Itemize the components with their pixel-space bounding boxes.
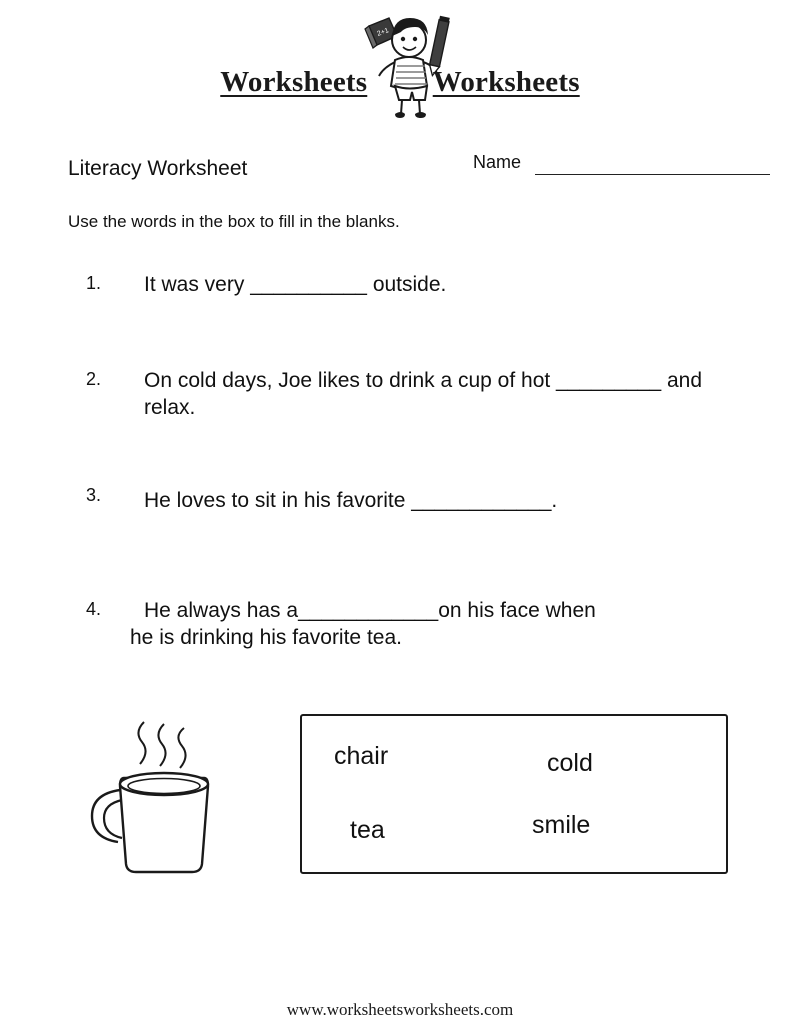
question-number: 2. bbox=[86, 369, 102, 389]
question-number: 1. bbox=[86, 273, 102, 293]
question-text: He loves to sit in his favorite ____________. bbox=[144, 489, 558, 512]
footer-url: www.worksheetsworksheets.com bbox=[286, 1000, 514, 1019]
question-text: On cold days, Joe likes to drink a cup of hot _________ and relax. bbox=[144, 369, 703, 419]
question-text: It was very __________ outside. bbox=[144, 273, 447, 296]
logo-wordmark bbox=[0, 66, 800, 99]
logo-word-left: Worksheets bbox=[220, 66, 368, 98]
question-number: 4. bbox=[86, 599, 102, 619]
svg-text:2+1: 2+1 bbox=[376, 27, 390, 38]
steaming-mug-icon bbox=[62, 718, 242, 888]
word-bank-item: tea bbox=[350, 816, 385, 844]
question-item bbox=[86, 598, 746, 652]
question-number: 3. bbox=[86, 485, 102, 505]
question-text-line1: He always has a____________on his face when bbox=[144, 599, 596, 622]
name-label: Name bbox=[473, 152, 522, 172]
word-bank-item: smile bbox=[532, 811, 591, 839]
word-bank-box bbox=[300, 714, 728, 874]
question-text-line2: he is drinking his favorite tea. bbox=[130, 625, 402, 649]
word-bank-item: cold bbox=[547, 749, 593, 777]
page-title: Literacy Worksheet bbox=[68, 157, 248, 180]
question-item bbox=[86, 485, 746, 515]
word-bank-item: chair bbox=[334, 742, 389, 770]
instructions-text: Use the words in the box to fill in the blanks. bbox=[68, 212, 400, 231]
question-text bbox=[130, 598, 746, 652]
site-logo bbox=[0, 8, 800, 128]
logo-word-right: Worksheets bbox=[432, 66, 580, 98]
question-item bbox=[86, 368, 746, 422]
question-item bbox=[86, 272, 746, 299]
name-input-line[interactable] bbox=[535, 174, 770, 175]
